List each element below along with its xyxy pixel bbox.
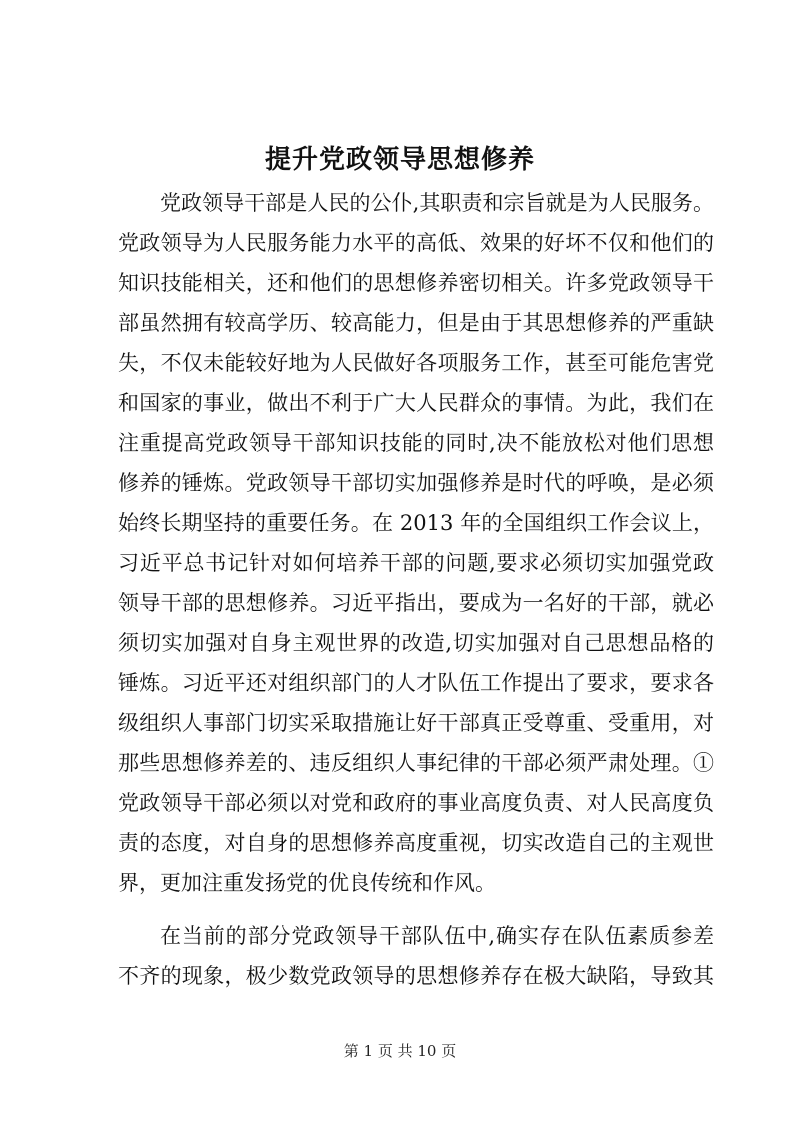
text-line: 领导干部的思想修养。习近平指出，要成为一名好的干部，就必: [118, 591, 714, 615]
text-line: 失，不仅未能较好地为人民做好各项服务工作，甚至可能危害党: [118, 351, 714, 375]
document-title: 提升党政领导思想修养: [264, 145, 535, 175]
text-line: 习近平总书记针对如何培养干部的问题,要求必须切实加强党政: [118, 551, 714, 575]
paragraph-spacer: [118, 903, 714, 916]
paragraph: [118, 916, 714, 996]
text-line: 部虽然拥有较高学历、较高能力，但是由于其思想修养的严重缺: [118, 311, 714, 335]
page-footer: 第 1 页 共 10 页: [343, 1042, 457, 1060]
text-line: 党政领导干部是人民的公仆,其职责和宗旨就是为人民服务。: [160, 191, 714, 215]
text-line: 修养的锤炼。党政领导干部切实加强修养是时代的呼唤，是必须: [118, 471, 714, 495]
document-body: [118, 183, 714, 996]
text-line: 不齐的现象，极少数党政领导的思想修养存在极大缺陷，导致其: [118, 964, 714, 988]
text-line: 那些思想修养差的、违反组织人事纪律的干部必须严肃处理。①: [118, 751, 714, 775]
text-line: 在当前的部分党政领导干部队伍中,确实存在队伍素质参差: [160, 924, 714, 948]
text-line: 界，更加注重发扬党的优良传统和作风。: [118, 871, 496, 895]
text-line: 党政领导为人民服务能力水平的高低、效果的好坏不仅和他们的: [118, 231, 714, 255]
text-line: 注重提高党政领导干部知识技能的同时,决不能放松对他们思想: [118, 431, 714, 455]
text-line: 始终长期坚持的重要任务。在 2013 年的全国组织工作会议上，: [118, 511, 714, 535]
text-line: 党政领导干部必须以对党和政府的事业高度负责、对人民高度负: [118, 791, 714, 815]
text-line: 责的态度，对自身的思想修养高度重视，切实改造自己的主观世: [118, 831, 714, 855]
paragraph: [118, 183, 714, 903]
text-line: 知识技能相关，还和他们的思想修养密切相关。许多党政领导干: [118, 271, 714, 295]
text-line: 须切实加强对自身主观世界的改造,切实加强对自己思想品格的: [118, 631, 714, 655]
text-line: 级组织人事部门切实采取措施让好干部真正受尊重、受重用，对: [118, 711, 714, 735]
text-line: 锤炼。习近平还对组织部门的人才队伍工作提出了要求，要求各: [118, 671, 714, 695]
text-line: 和国家的事业，做出不利于广大人民群众的事情。为此，我们在: [118, 391, 714, 415]
